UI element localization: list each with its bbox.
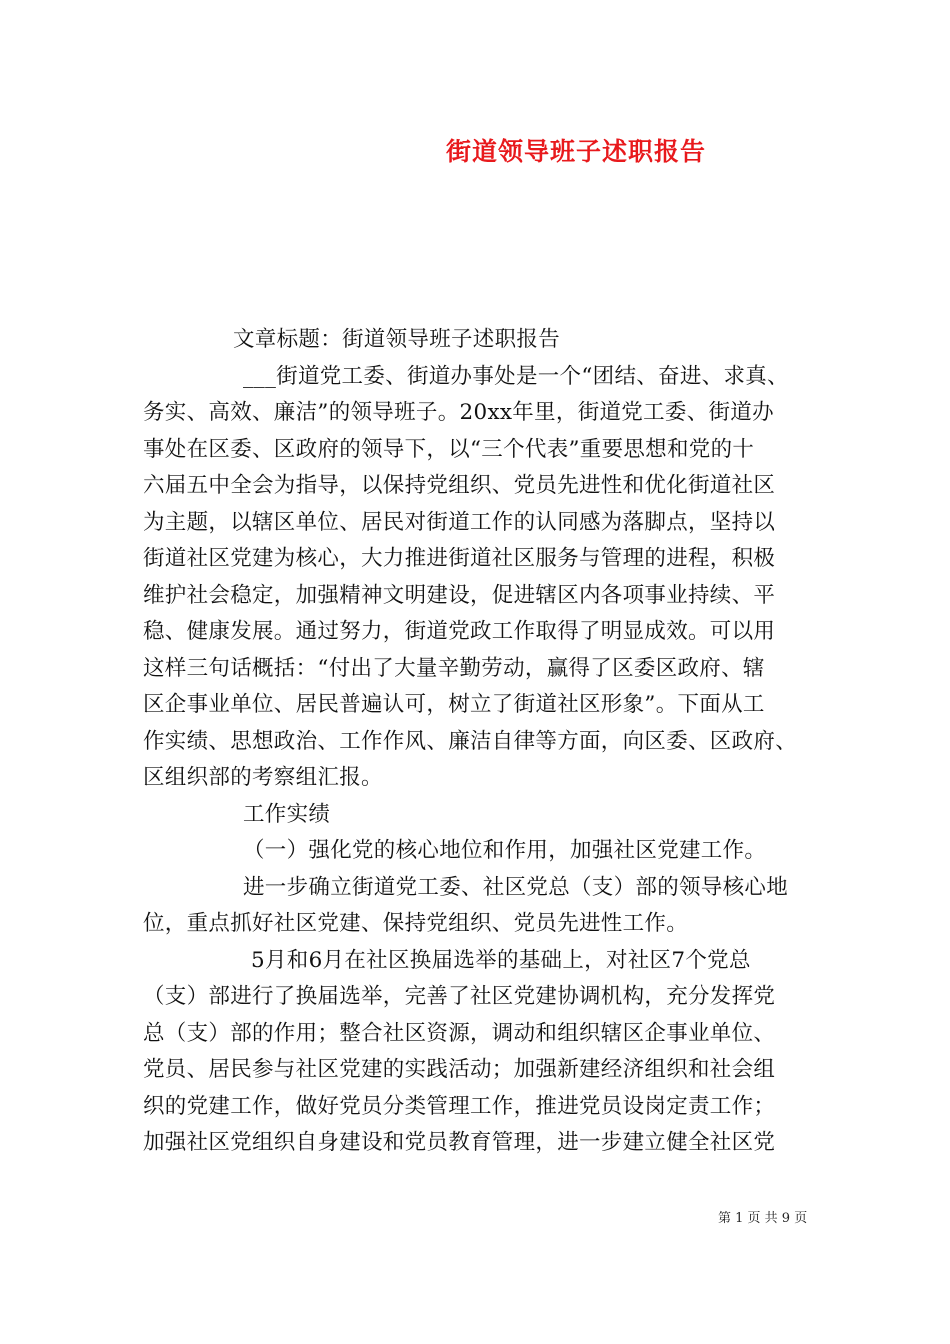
text-line: 作实绩、思想政治、工作作风、廉洁自律等方面，向区委、区政府、 [143, 728, 798, 754]
text-line: ___街道党工委、街道办事处是一个“团结、奋进、求真、 [243, 363, 789, 389]
text-line: 加强社区党组织自身建设和党员教育管理，进一步建立健全社区党 [143, 1130, 776, 1155]
text-line: 织的党建工作，做好党员分类管理工作，推进党员设岗定责工作； [143, 1093, 776, 1119]
article-title-line: 文章标题：街道领导班子述职报告 [233, 327, 561, 352]
text-line: 事处在区委、区政府的领导下，以“三个代表”重要思想和党的十 [143, 436, 755, 462]
text-line: 区企事业单位、居民普遍认可，树立了街道社区形象”。下面从工 [143, 692, 765, 717]
subsection-heading: （一）强化党的核心地位和作用，加强社区党建工作。 [243, 838, 767, 863]
text-line: 党员、居民参与社区党建的实践活动；加强新建经济组织和社会组 [143, 1057, 776, 1082]
text-line: （支）部进行了换届选举，完善了社区党建协调机构，充分发挥党 [143, 984, 776, 1009]
text-line: 总（支）部的作用；整合社区资源，调动和组织辖区企事业单位、 [143, 1020, 776, 1046]
paragraph-intro [143, 359, 823, 797]
page-number-footer: 第 1 页 共 9 页 [718, 1211, 808, 1226]
paragraph-election [143, 943, 823, 1162]
document-body [143, 322, 823, 1162]
text-line: 街道社区党建为核心，大力推进街道社区服务与管理的进程，积极 [143, 546, 776, 571]
paragraph-core-status [143, 870, 823, 943]
text-line: 这样三句话概括：“付出了大量辛勤劳动，赢得了区委区政府、辖 [143, 655, 765, 681]
text-line: 务实、高效、廉洁”的领导班子。20xx年里，街道党工委、街道办 [143, 400, 774, 425]
section-heading: 工作实绩 [243, 801, 331, 827]
text-line: 5月和6月在社区换届选举的基础上，对社区7个党总 [251, 947, 751, 973]
text-line: 六届五中全会为指导，以保持党组织、党员先进性和优化街道社区 [143, 473, 776, 498]
text-line: 进一步确立街道党工委、社区党总（支）部的领导核心地 [243, 874, 789, 900]
text-line: 维护社会稳定，加强精神文明建设，促进辖区内各项事业持续、平 [143, 582, 776, 608]
text-line: 区组织部的考察组汇报。 [143, 765, 383, 790]
text-line: 为主题，以辖区单位、居民对街道工作的认同感为落脚点，坚持以 [143, 509, 776, 535]
text-line: 稳、健康发展。通过努力，街道党政工作取得了明显成效。可以用 [143, 619, 776, 644]
text-line: 位，重点抓好社区党建、保持党组织、党员先进性工作。 [143, 911, 689, 936]
document-title: 街道领导班子述职报告 [446, 137, 707, 166]
